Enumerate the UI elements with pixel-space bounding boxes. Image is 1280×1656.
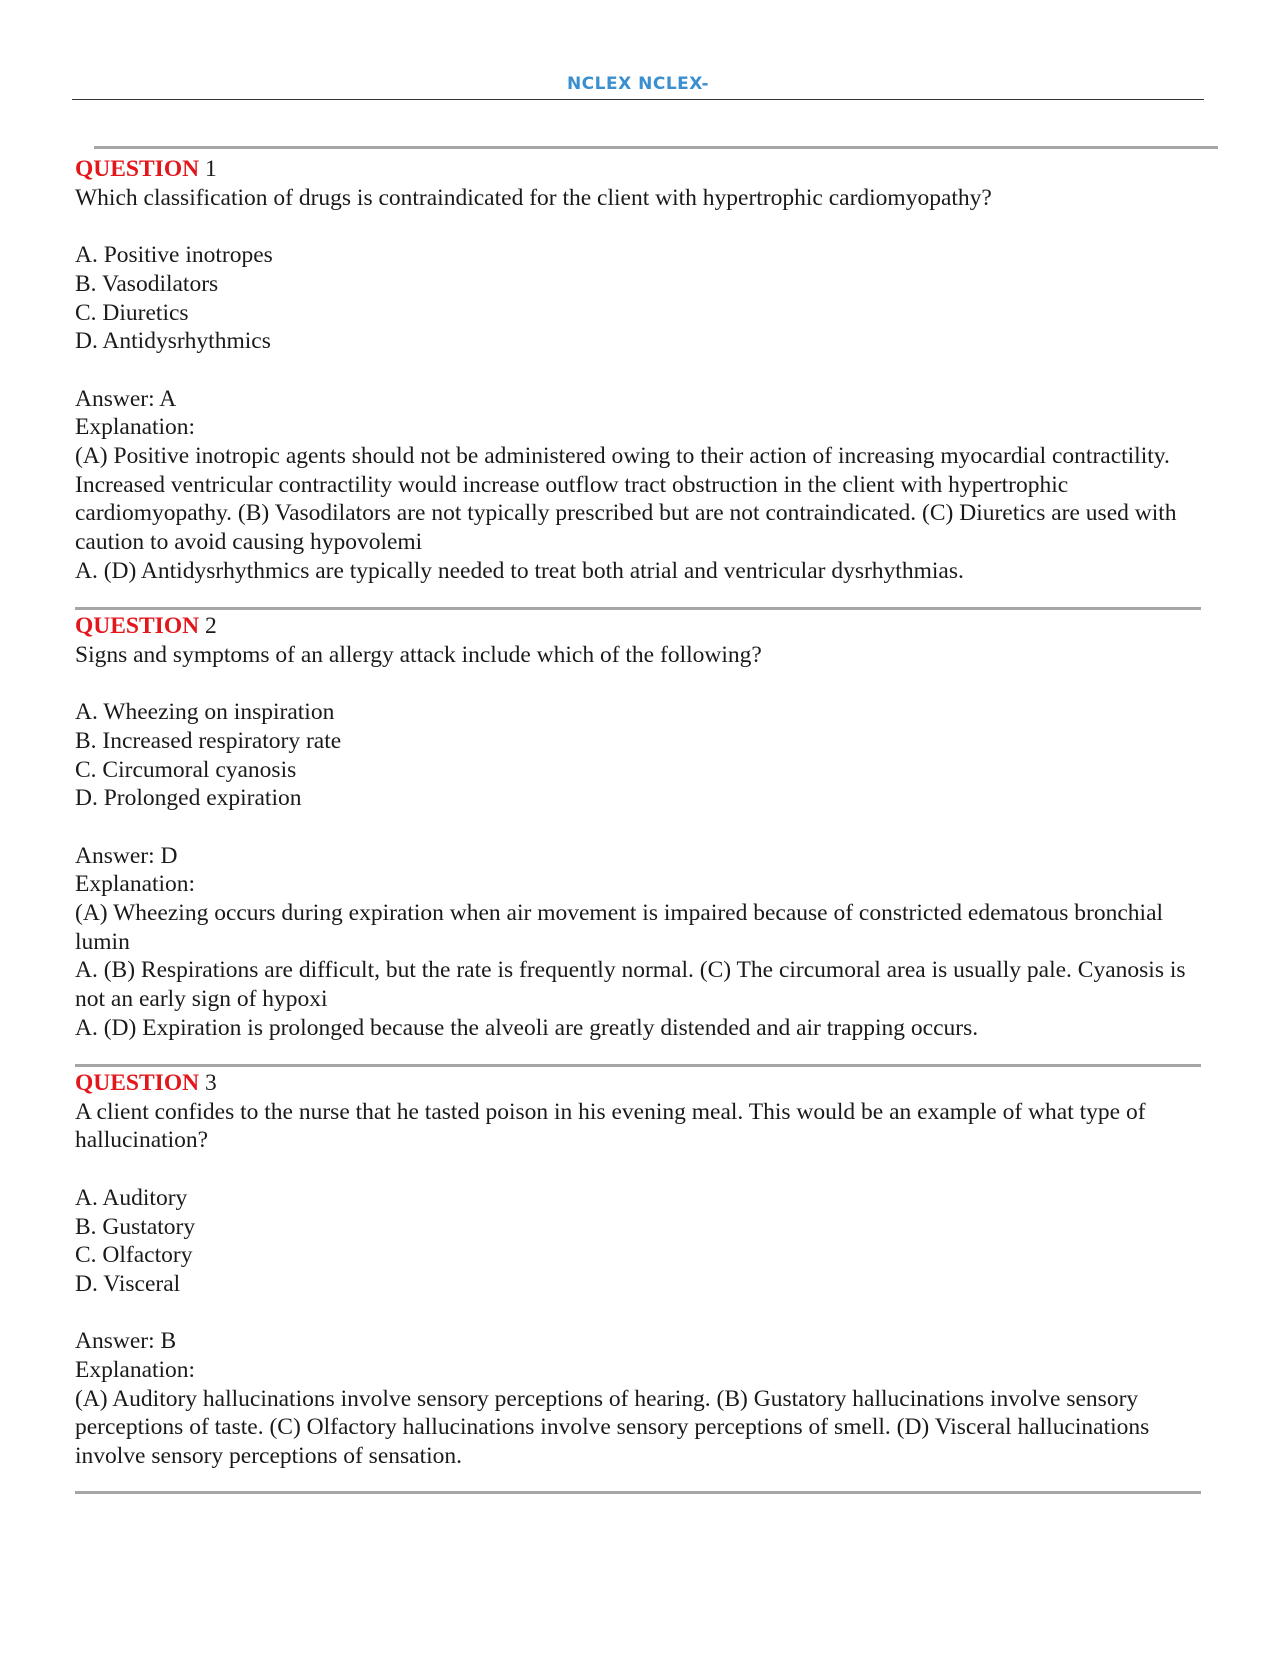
explanation-text: A. (B) Respirations are difficult, but the rate is frequently normal. (C) The circumoral area is usually pale. Cyanosis is not an early sign of hypoxi: [75, 957, 1186, 1013]
option-b: B. Increased respiratory rate: [75, 727, 342, 754]
explanation-text: A. (D) Antidysrhythmics are typically needed to treat both atrial and ventricular dysrhythmias.: [75, 557, 964, 584]
option-d: D. Visceral: [75, 1270, 181, 1297]
option-d: D. Antidysrhythmics: [75, 328, 271, 355]
option-d: D. Prolonged expiration: [75, 785, 302, 812]
question-block-1: [75, 155, 1205, 586]
option-c: C. Olfactory: [75, 1242, 193, 1269]
question-heading: [75, 155, 1205, 184]
question-label: QUESTION: [75, 1070, 200, 1096]
explanation-text: (A) Wheezing occurs during expiration when air movement is impaired because of constricted edematous bronchial lumin: [75, 900, 1164, 955]
explanation-text: (A) Auditory hallucinations involve sensory perceptions of hearing. (B) Gustatory hallucinations involve sensory perceptions of taste. (C) Olfactory hallucinations involve sensory perceptions of smell. (D) Visceral hallucinations involve sensory perceptions of sensation.: [75, 1385, 1150, 1470]
option-c: C. Circumoral cyanosis: [75, 756, 297, 783]
header-rule: [72, 99, 1204, 100]
option-a: A. Wheezing on inspiration: [75, 699, 335, 726]
top-divider: [94, 146, 1218, 149]
question-text: Which classification of drugs is contraindicated for the client with hypertrophic cardiomyopathy?: [75, 184, 992, 211]
question-heading: [75, 612, 1205, 641]
answer-line: Answer: B: [75, 1328, 177, 1355]
question-heading: [75, 1069, 1205, 1098]
question-number: 2: [204, 613, 217, 639]
question-divider: [75, 607, 1201, 610]
question-text: A client confides to the nurse that he tasted poison in his evening meal. This would be an example of what type of hallucination?: [75, 1098, 1146, 1154]
option-a: A. Positive inotropes: [75, 242, 273, 269]
question-label: QUESTION: [75, 156, 200, 182]
explanation-text: A. (D) Expiration is prolonged because the alveoli are greatly distended and air trapping occurs.: [75, 1014, 979, 1041]
answer-line: Answer: A: [75, 385, 177, 412]
option-a: A. Auditory: [75, 1184, 188, 1211]
question-divider: [75, 1064, 1201, 1067]
question-number: 1: [204, 156, 217, 182]
explanation-label: Explanation:: [75, 414, 196, 441]
question-block-3: [75, 1069, 1205, 1471]
page-header-title: NCLEX NCLEX-: [566, 74, 710, 94]
explanation-label: Explanation:: [75, 1357, 196, 1383]
option-c: C. Diuretics: [75, 299, 189, 326]
question-block-2: [75, 612, 1205, 1043]
question-number: 3: [204, 1070, 217, 1096]
answer-line: Answer: D: [75, 842, 178, 869]
option-b: B. Gustatory: [75, 1213, 196, 1240]
question-divider: [75, 1491, 1201, 1494]
explanation-label: Explanation:: [75, 871, 196, 898]
question-text: Signs and symptoms of an allergy attack include which of the following?: [75, 641, 762, 668]
explanation-text: (A) Positive inotropic agents should not be administered owing to their action of increasing myocardial contractility. Increased ventricular contractility would increase outflow tract obstruction in the client with hypertrophic cardiomyopathy. (B) Vasodilators are not typically prescribed but are not contraindicated. (C) Diuretics are used with caution to avoid causing hypovolemi: [75, 443, 1177, 556]
question-label: QUESTION: [75, 613, 200, 639]
option-b: B. Vasodilators: [75, 270, 219, 297]
